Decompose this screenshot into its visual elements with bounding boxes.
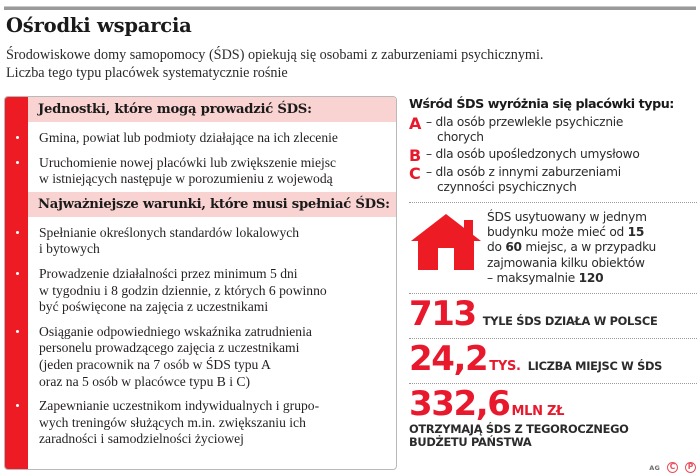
capacity-line: ŚDS usytuowany w jednym — [487, 209, 647, 224]
stat-label: LICZBA MIEJSC W ŚDS — [527, 358, 663, 373]
subtitle-line-2: Liczba tego typu placówek systematycznie rośnie — [6, 65, 288, 81]
list-item-line: Uruchomienie nowej placówki lub zwiększenie miejsc — [39, 154, 337, 170]
list-item-line: Spełnianie określonych standardów lokalowych — [39, 224, 300, 240]
stat-budget-description — [409, 423, 697, 450]
stat-unit: MLN ZŁ — [511, 403, 565, 419]
right-column — [409, 96, 697, 449]
page-subtitle — [6, 46, 696, 82]
capacity-text — [487, 210, 656, 287]
stat-facilities — [409, 294, 697, 332]
type-description — [426, 165, 621, 196]
list-item — [28, 324, 396, 390]
list-item — [28, 225, 396, 258]
bullet-dot-icon — [16, 231, 19, 234]
type-line: – dla osób z innymi zaburzeniami — [426, 164, 621, 179]
subtitle-line-1: Środowiskowe domy samopomocy (ŚDS) opiekują się osobami z zaburzeniami psychicznymi. — [6, 47, 544, 63]
stat-budget — [409, 384, 697, 422]
list-item-line: oraz na 5 osób w placówce typu B i C) — [39, 373, 251, 389]
capacity-line-text: miejsc, a w przypadku — [521, 240, 657, 255]
top-divider — [4, 6, 696, 10]
list-item-line: Prowadzenie działalności przez minimum 5 dni — [39, 265, 298, 281]
list-item — [409, 147, 697, 164]
bullet-dot-icon — [16, 161, 19, 164]
copyright-c-icon: C — [667, 462, 678, 473]
list-item — [28, 155, 396, 188]
capacity-min-value: 15 — [627, 225, 645, 240]
capacity-line-text: do — [487, 240, 506, 255]
list-item-line: personelu prowadzącego zajęcia z uczestnikami — [39, 340, 300, 356]
divider-dotted — [409, 202, 697, 203]
capacity-line-text: budynku może mieć od — [487, 225, 628, 240]
bullet-dot-icon — [16, 136, 19, 139]
left-panel — [4, 96, 397, 470]
list-item-line: Gmina, powiat lub podmioty działające na ich zlecenie — [39, 130, 338, 145]
stat-sub-line: OTRZYMAJĄ ŚDS Z TEGOROCZNEGO — [409, 421, 629, 436]
capacity-max-value: 60 — [505, 240, 522, 255]
page-title: Ośrodki wsparcia — [6, 14, 192, 37]
red-rail-accent — [5, 97, 28, 469]
capacity-line: zajmowania kilku obiektów — [487, 255, 645, 270]
type-line: chorych — [437, 130, 484, 145]
type-letter-b: B — [409, 145, 422, 165]
list-item-line: i bytowych — [39, 241, 100, 257]
bullet-dot-icon — [16, 272, 19, 275]
capacity-line — [487, 225, 656, 240]
type-line: – dla osób upośledzonych umysłowo — [426, 146, 640, 161]
bullet-list-units — [28, 130, 396, 188]
stat-places — [409, 339, 697, 377]
section-heading-conditions: Najważniejsze warunki, które musi spełniać ŚDS: — [28, 192, 396, 217]
bullet-dot-icon — [16, 330, 19, 333]
capacity-block — [409, 210, 697, 287]
list-item — [409, 115, 697, 146]
types-heading: Wśród ŚDS wyróżnia się placówki typu: — [409, 96, 674, 111]
stat-label: TYLE ŚDS DZIAŁA W POLSCE — [482, 313, 658, 328]
stat-value: 332,6 — [409, 383, 510, 424]
list-item — [28, 398, 396, 448]
list-item — [28, 266, 396, 316]
capacity-absolute-max-value: 120 — [578, 271, 604, 286]
stat-sub-line: BUDŻETU PAŃSTWA — [409, 435, 532, 450]
type-letter-c: C — [409, 163, 421, 183]
left-panel-content — [28, 97, 396, 469]
facility-types-list — [409, 115, 697, 196]
list-item-line: Osiąganie odpowiedniego wskaźnika zatrudnienia — [39, 323, 312, 339]
list-item-line: być poświęcone na zajęcia z uczestnikami — [39, 299, 269, 315]
list-item-line: (jeden pracownik na 7 osób w ŚDS typu A — [39, 356, 271, 372]
bullet-list-conditions — [28, 225, 396, 448]
type-description — [426, 115, 623, 146]
house-icon — [409, 210, 487, 279]
type-line: – dla osób przewlekle psychicznie — [426, 115, 624, 129]
stat-value: 24,2 — [409, 338, 488, 379]
copyright-p-icon: P — [685, 462, 696, 473]
author-initials: AG — [649, 463, 660, 472]
type-line: czynności psychicznych — [437, 180, 577, 195]
capacity-line-text: – maksymalnie — [487, 271, 579, 286]
capacity-line — [487, 271, 656, 286]
capacity-line — [487, 240, 656, 255]
credits — [649, 462, 696, 473]
list-item-line: zaradności i samodzielności życiowej — [39, 431, 244, 447]
list-item — [28, 130, 396, 147]
section-heading-units: Jednostki, które mogą prowadzić ŚDS: — [28, 97, 396, 122]
list-item-line: w tygodniu i 8 godzin dziennie, z których 6 powinno — [39, 282, 327, 298]
list-item-line: wych treningów służących m.in. zwiększaniu ich — [39, 414, 306, 430]
stat-unit: TYS. — [489, 358, 521, 374]
list-item-line: Zapewnianie uczestnikom indywidualnych i grupo- — [39, 398, 320, 414]
type-description — [426, 147, 640, 162]
list-item — [409, 165, 697, 196]
stat-value: 713 — [409, 293, 476, 334]
list-item-line: w istniejących następuje w porozumieniu z wojewodą — [39, 171, 333, 187]
type-letter-a: A — [409, 114, 422, 133]
